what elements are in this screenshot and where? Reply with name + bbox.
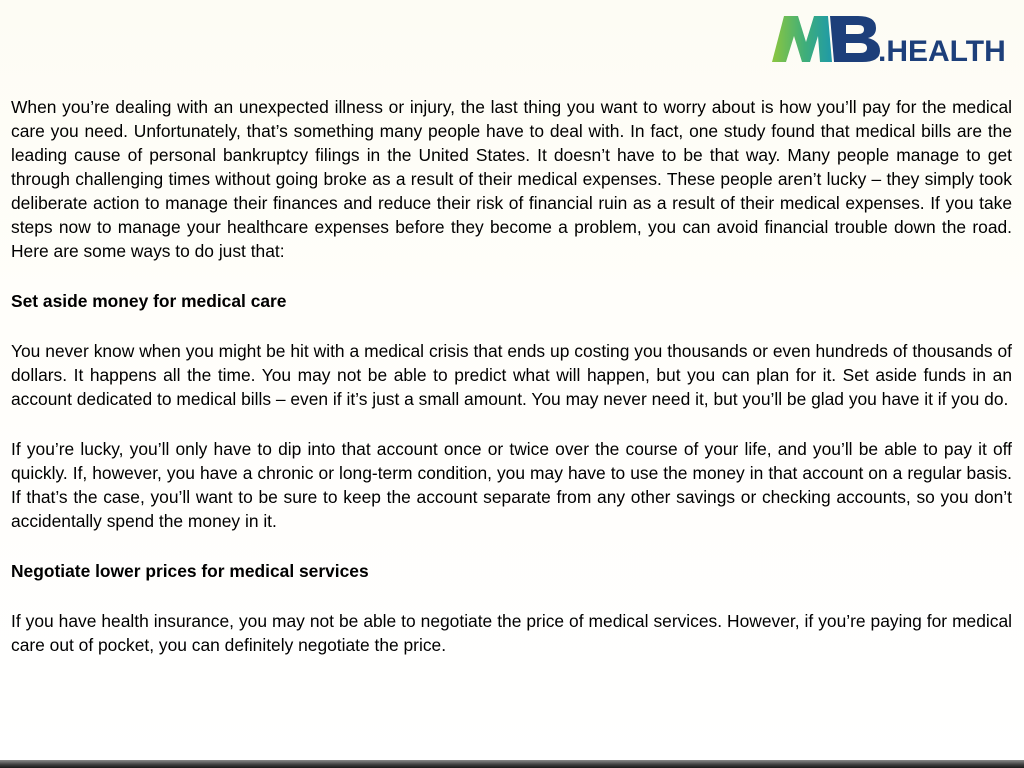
- section1-paragraph-2: If you’re lucky, you’ll only have to dip into that account once or twice over the course of your life, and you’ll be able to pay it off quickly. If, however, you have a chronic or long-term condition, you may have to use the money in that account on a regular basis. If that’s the case, you’ll want to be sure to keep the account separate from any other savings or checking accounts, so you don’t accidentally spend the money in it.: [11, 439, 1012, 531]
- section2-paragraph-1: If you have health insurance, you may not be able to negotiate the price of medical services. However, if you’re paying for medical care out of pocket, you can definitely negotiate the price.: [11, 611, 1012, 655]
- intro-paragraph: When you’re dealing with an unexpected illness or injury, the last thing you want to worry about is how you’ll pay for the medical care you need. Unfortunately, that’s something many people have to deal with. In fact, one study found that medical bills are the leading cause of personal bankruptcy filings in the United States. It doesn’t have to be that way. Many people manage to get through challenging times without going broke as a result of their medical expenses. These people aren’t lucky – they simply took deliberate action to manage their finances and reduce their risk of financial ruin as a result of their medical expenses. If you take steps now to manage your healthcare expenses before they become a problem, you can avoid financial trouble down the road. Here are some ways to do just that:: [11, 97, 1012, 261]
- mb-health-logo: [772, 14, 1004, 66]
- section-heading-negotiate-prices: Negotiate lower prices for medical services: [11, 561, 369, 581]
- logo-mark-icon: [772, 14, 1004, 66]
- section-heading-set-aside-money: Set aside money for medical care: [11, 291, 287, 311]
- bottom-border: [0, 760, 1024, 768]
- logo-wordmark: .HEALTH: [878, 35, 1004, 66]
- article-body: [11, 95, 1012, 683]
- section1-paragraph-1: You never know when you might be hit with a medical crisis that ends up costing you thousands or even hundreds of thousands of dollars. It happens all the time. You may not be able to predict what will happen, but you can plan for it. Set aside funds in an account dedicated to medical bills – even if it’s just a small amount. You may never need it, but you’ll be glad you have it if you do.: [11, 341, 1012, 409]
